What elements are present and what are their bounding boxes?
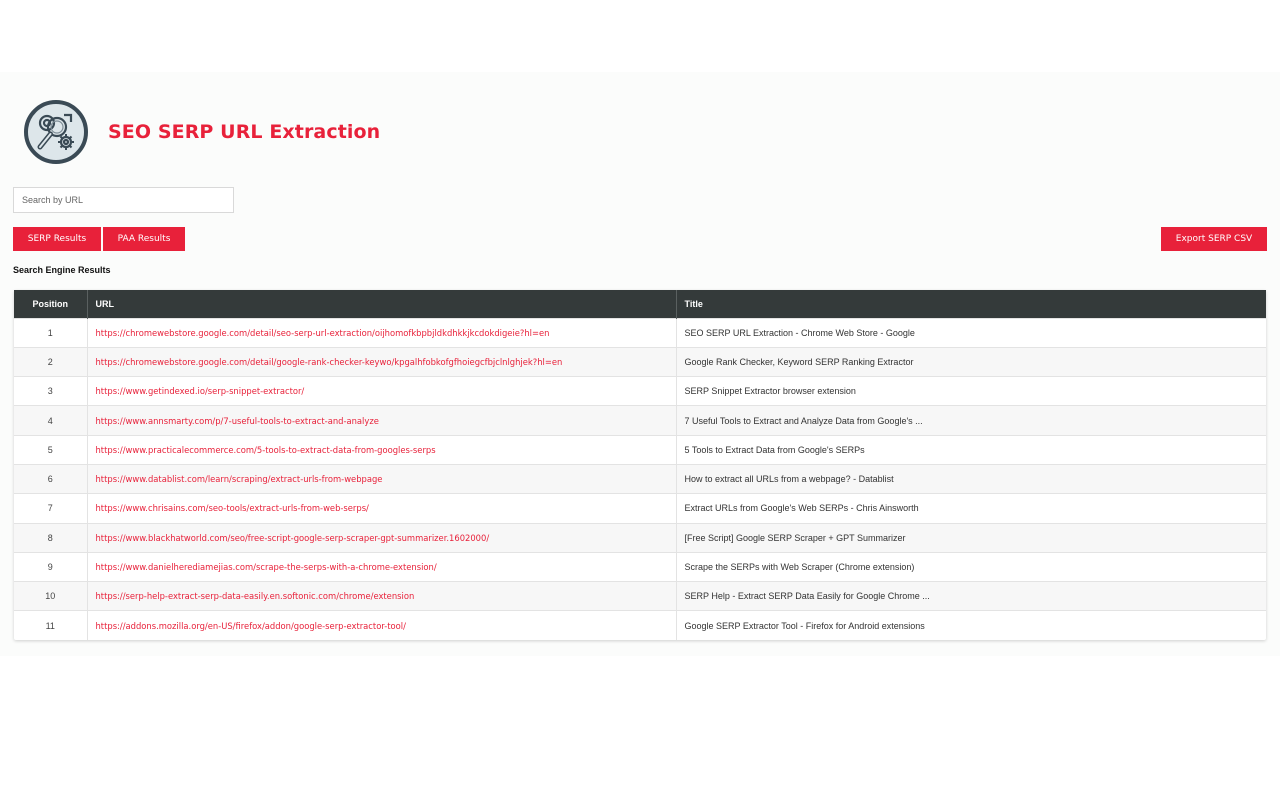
url-link[interactable]: https://www.chrisains.com/seo-tools/extract-urls-from-web-serps/ <box>95 503 369 514</box>
title-cell: SERP Help - Extract SERP Data Easily for Google Chrome ... <box>676 582 1266 611</box>
position-cell: 4 <box>14 406 87 435</box>
table-row <box>14 582 1266 611</box>
position-cell: 5 <box>14 435 87 464</box>
url-link[interactable]: https://www.annsmarty.com/p/7-useful-tools-to-extract-and-analyze <box>95 415 379 426</box>
table-row <box>14 494 1266 523</box>
results-table <box>14 290 1266 640</box>
table-row <box>14 611 1266 640</box>
position-cell: 11 <box>14 611 87 640</box>
url-link[interactable]: https://www.practicalecommerce.com/5-tools-to-extract-data-from-googles-serps <box>95 444 436 455</box>
column-header-url: URL <box>87 290 676 318</box>
url-link[interactable]: https://www.blackhatworld.com/seo/free-script-google-serp-scraper-gpt-summarizer.1602000/ <box>95 532 490 543</box>
title-cell: Google SERP Extractor Tool - Firefox for Android extensions <box>676 611 1266 640</box>
url-link[interactable]: https://chromewebstore.google.com/detail/seo-serp-url-extraction/oijhomofkbpbjldkdhkkjkcdokdigeie?hl=en <box>95 327 550 338</box>
url-link[interactable]: https://addons.mozilla.org/en-US/firefox/addon/google-serp-extractor-tool/ <box>95 620 406 631</box>
magnifier-gears-icon <box>24 100 88 164</box>
url-link[interactable]: https://www.danielherediamejias.com/scrape-the-serps-with-a-chrome-extension/ <box>95 562 437 573</box>
table-row <box>14 318 1266 347</box>
title-cell: Extract URLs from Google's Web SERPs - Chris Ainsworth <box>676 494 1266 523</box>
title-cell: How to extract all URLs from a webpage? - Datablist <box>676 464 1266 493</box>
table-row <box>14 347 1266 376</box>
section-label: Search Engine Results <box>13 265 111 275</box>
position-cell: 2 <box>14 347 87 376</box>
title-cell: Google Rank Checker, Keyword SERP Ranking Extractor <box>676 347 1266 376</box>
paa-results-button[interactable]: PAA Results <box>103 227 185 251</box>
app-header <box>24 100 380 164</box>
position-cell: 10 <box>14 582 87 611</box>
table-header-row <box>14 290 1266 318</box>
position-cell: 1 <box>14 318 87 347</box>
table-row <box>14 464 1266 493</box>
column-header-position: Position <box>14 290 87 318</box>
position-cell: 9 <box>14 552 87 581</box>
position-cell: 3 <box>14 377 87 406</box>
table-row <box>14 435 1266 464</box>
app-title: SEO SERP URL Extraction <box>108 121 381 143</box>
table-row <box>14 523 1266 552</box>
title-cell: Scrape the SERPs with Web Scraper (Chrome extension) <box>676 552 1266 581</box>
url-link[interactable]: https://chromewebstore.google.com/detail/google-rank-checker-keywo/kpgalhfobkofgfhoiegcfbjclnlghjek?hl=en <box>95 356 563 367</box>
serp-results-button[interactable]: SERP Results <box>13 227 101 251</box>
position-cell: 7 <box>14 494 87 523</box>
title-cell: SERP Snippet Extractor browser extension <box>676 377 1266 406</box>
title-cell: 7 Useful Tools to Extract and Analyze Data from Google's ... <box>676 406 1266 435</box>
column-header-title: Title <box>676 290 1266 318</box>
title-cell: SEO SERP URL Extraction - Chrome Web Store - Google <box>676 318 1266 347</box>
table-row <box>14 406 1266 435</box>
position-cell: 8 <box>14 523 87 552</box>
table-row <box>14 552 1266 581</box>
position-cell: 6 <box>14 464 87 493</box>
url-link[interactable]: https://www.datablist.com/learn/scraping/extract-urls-from-webpage <box>95 474 383 485</box>
url-link[interactable]: https://serp-help-extract-serp-data-easily.en.softonic.com/chrome/extension <box>95 591 415 602</box>
title-cell: 5 Tools to Extract Data from Google's SERPs <box>676 435 1266 464</box>
title-cell: [Free Script] Google SERP Scraper + GPT Summarizer <box>676 523 1266 552</box>
table-row <box>14 377 1266 406</box>
export-serp-csv-button[interactable]: Export SERP CSV <box>1161 227 1267 251</box>
url-link[interactable]: https://www.getindexed.io/serp-snippet-extractor/ <box>95 386 305 397</box>
search-url-input[interactable] <box>13 187 234 213</box>
